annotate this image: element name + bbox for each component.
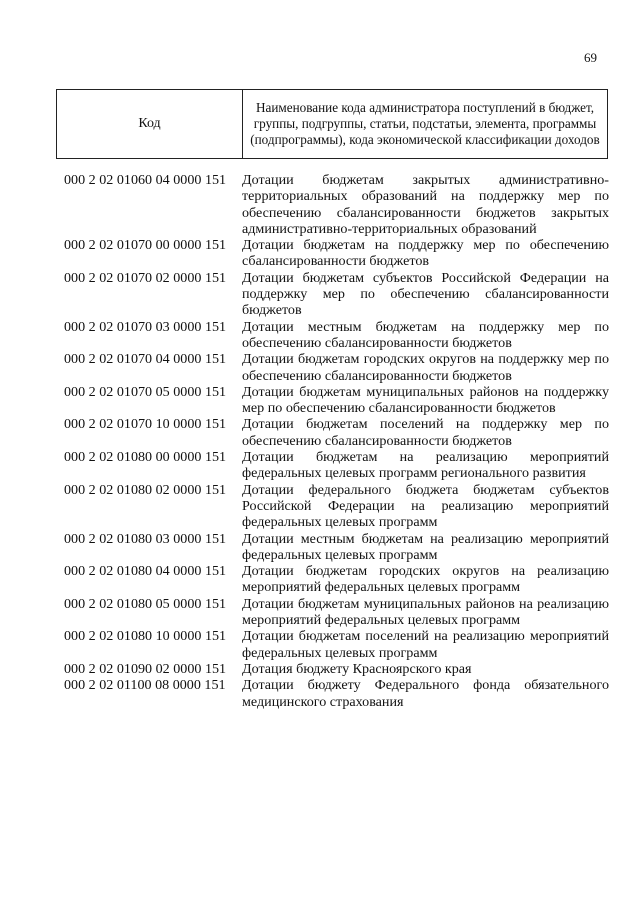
table-row xyxy=(64,563,609,596)
table-row xyxy=(64,172,609,237)
row-description: Дотации бюджетам на поддержку мер по обеспечению сбалансированности бюджетов xyxy=(242,237,609,270)
header-name-label: Наименование кода администратора поступлений в бюджет, группы, подгруппы, статьи, подстатьи, элемента, программы (подпрограммы), кода экономической классификации доходов xyxy=(250,100,600,147)
table-row xyxy=(64,351,609,384)
row-code: 000 2 02 01080 04 0000 151 xyxy=(64,563,227,580)
row-description: Дотации местным бюджетам на реализацию мероприятий федеральных целевых программ xyxy=(242,530,609,563)
row-description: Дотации бюджетам муниципальных районов на поддержку мер по обеспечению сбалансированности бюджетов xyxy=(242,383,609,417)
row-description: Дотации бюджетам на реализацию мероприятий федеральных целевых программ регионального развития xyxy=(242,449,609,482)
table-row xyxy=(64,661,609,677)
row-code: 000 2 02 01070 00 0000 151 xyxy=(64,237,227,254)
row-description: Дотации федерального бюджета бюджетам субъектов Российской Федерации на реализацию мероприятий федеральных целевых программ xyxy=(242,481,609,531)
table-row xyxy=(64,596,609,629)
table-row xyxy=(64,319,609,352)
row-description: Дотации бюджетам поселений на реализацию мероприятий федеральных целевых программ xyxy=(242,628,609,661)
table-row xyxy=(64,628,609,661)
row-code: 000 2 02 01080 03 0000 151 xyxy=(64,530,227,547)
row-description: Дотации бюджетам городских округов на поддержку мер по обеспечению сбалансированности бюджетов xyxy=(242,351,609,384)
row-code: 000 2 02 01070 10 0000 151 xyxy=(64,416,227,433)
row-description: Дотации бюджетам закрытых административно-территориальных образований на поддержку мер по обеспечению сбалансированности бюджетов закрытых административно-территориальных образований xyxy=(242,172,609,237)
row-code: 000 2 02 01080 02 0000 151 xyxy=(64,481,227,498)
row-code: 000 2 02 01070 02 0000 151 xyxy=(64,269,227,286)
row-code: 000 2 02 01070 03 0000 151 xyxy=(64,318,227,335)
table-row xyxy=(64,237,609,270)
row-code: 000 2 02 01070 04 0000 151 xyxy=(64,351,227,368)
table-row xyxy=(64,384,609,417)
row-description: Дотации бюджетам субъектов Российской Федерации на поддержку мер по обеспечению сбалансированности бюджетов xyxy=(242,269,609,319)
table-row xyxy=(64,270,609,319)
row-code: 000 2 02 01080 05 0000 151 xyxy=(64,595,227,612)
row-description: Дотации бюджету Федерального фонда обязательного медицинского страхования xyxy=(242,677,609,710)
row-code: 000 2 02 01090 02 0000 151 xyxy=(64,660,227,677)
row-code: 000 2 02 01070 05 0000 151 xyxy=(64,383,227,400)
page-number: 69 xyxy=(584,50,597,65)
row-description: Дотации бюджетам поселений на поддержку мер по обеспечению сбалансированности бюджетов xyxy=(242,416,609,449)
row-description: Дотация бюджету Красноярского края xyxy=(242,660,472,677)
table-row xyxy=(64,482,609,531)
table-row xyxy=(64,677,609,710)
table-row xyxy=(64,416,609,449)
row-description: Дотации бюджетам муниципальных районов на реализацию мероприятий федеральных целевых программ xyxy=(242,595,609,629)
row-description: Дотации бюджетам городских округов на реализацию мероприятий федеральных целевых программ xyxy=(242,563,609,596)
header-code-label: Код xyxy=(57,90,243,158)
classification-table xyxy=(64,172,609,710)
table-header xyxy=(56,89,608,159)
table-row xyxy=(64,531,609,564)
row-description: Дотации местным бюджетам на поддержку мер по обеспечению сбалансированности бюджетов xyxy=(242,318,609,351)
table-row xyxy=(64,449,609,482)
row-code: 000 2 02 01100 08 0000 151 xyxy=(64,677,226,694)
row-code: 000 2 02 01060 04 0000 151 xyxy=(64,172,227,188)
row-code: 000 2 02 01080 00 0000 151 xyxy=(64,449,227,466)
row-code: 000 2 02 01080 10 0000 151 xyxy=(64,628,227,645)
